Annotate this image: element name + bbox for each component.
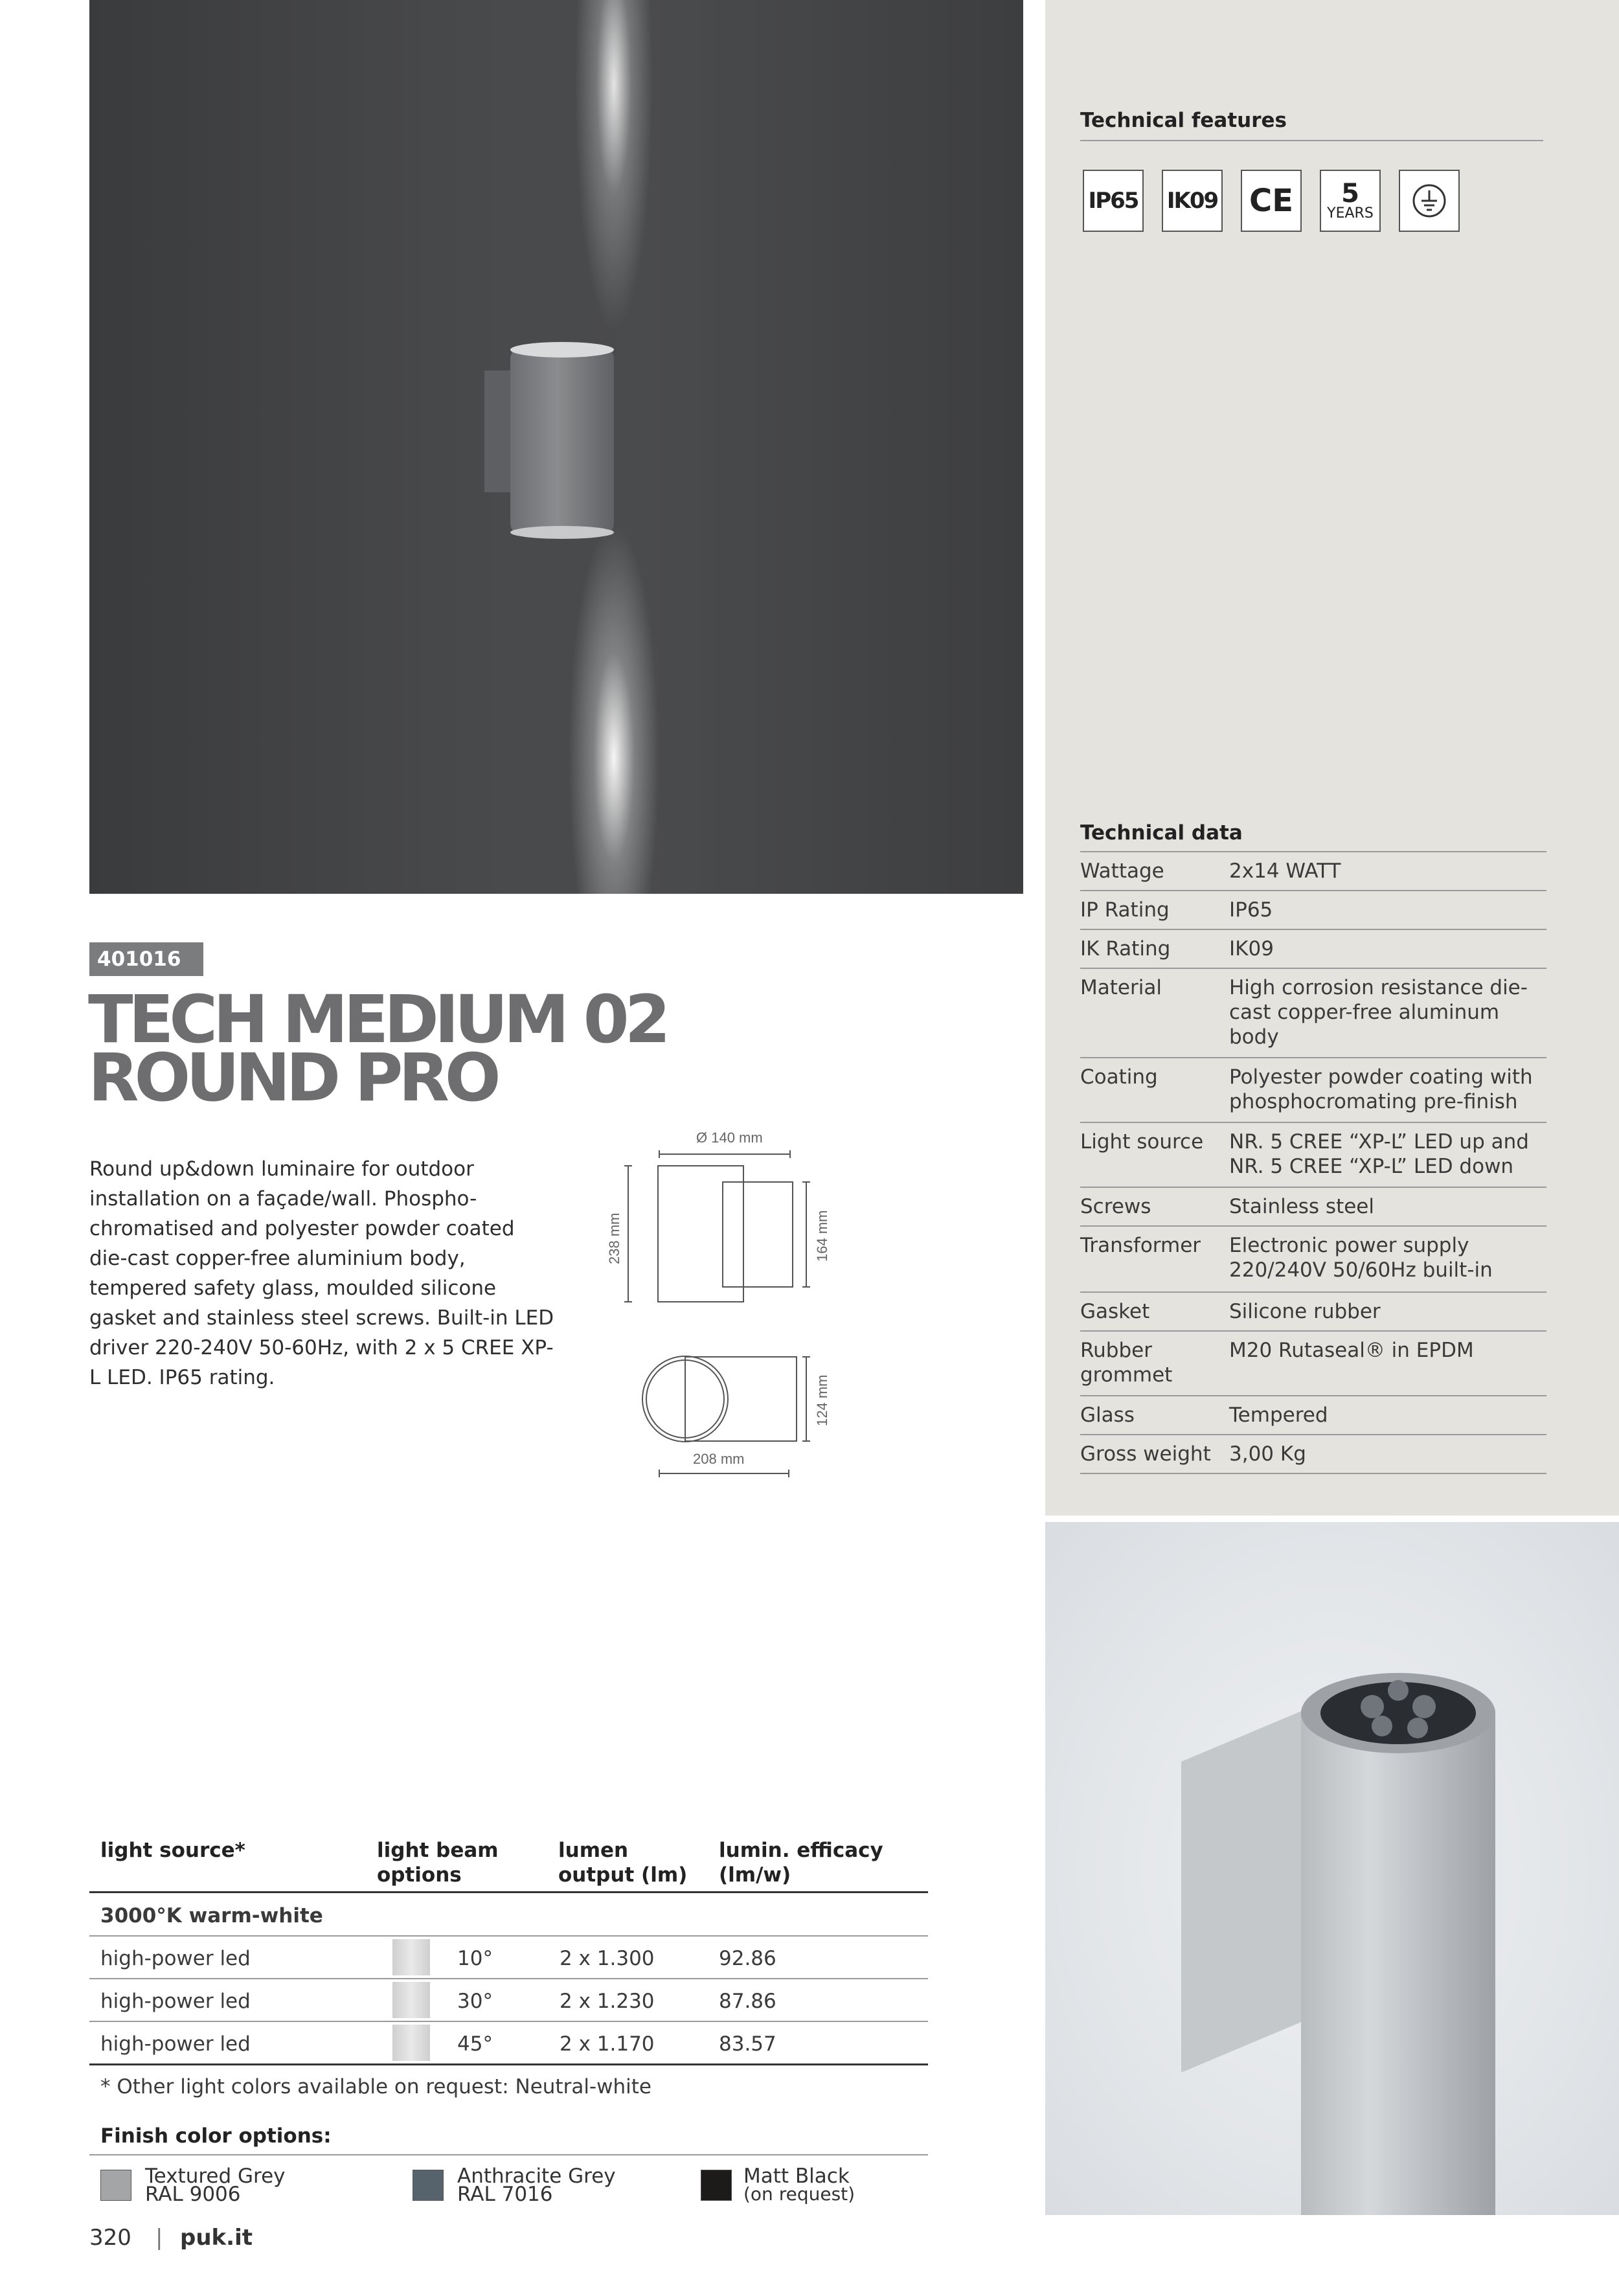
lt-group-row: 3000°K warm-white: [89, 1894, 928, 1937]
dim-depth: 208 mm: [693, 1451, 745, 1467]
td-row-coating: Coating Polyester powder coating with phosphocromating pre-finish: [1080, 1058, 1546, 1123]
features-rule: [1080, 140, 1543, 141]
luminaire-image: [89, 0, 1023, 894]
ik09-badge: IK09: [1162, 170, 1223, 232]
lt-note: * Other light colors available on request: Neutral-white: [100, 2075, 651, 2098]
swatch-anthracite-grey: [413, 2170, 444, 2201]
beam-30-icon: [392, 1982, 430, 2018]
td-row-ik-rating: IK Rating IK09: [1080, 930, 1546, 969]
warranty-badge: 5 YEARS: [1320, 170, 1381, 232]
product-description: Round up&down luminaire for outdoor installation on a façade/wall. Phospho-chromatised and polyester powder coated die-cast copper-free aluminium body, tempered safety glass, moulded silicone gasket and stainless steel screws. Built-in LED driver 220-240V 50-60Hz, with 2 x 5 CREE XP-L LED. IP65 rating.: [89, 1157, 554, 1389]
product-photo-studio: [1045, 1522, 1619, 2215]
ground-icon-badge: [1399, 170, 1460, 232]
dim-depth-width: 124 mm: [814, 1374, 830, 1426]
dim-diameter: Ø 140 mm: [696, 1130, 763, 1146]
beam-10-icon: [392, 1939, 430, 1975]
technical-data-title: Technical data: [1080, 821, 1243, 845]
lt-header-lumen: lumen output (lm): [558, 1839, 688, 1887]
td-row-wattage: Wattage 2x14 WATT: [1080, 852, 1546, 891]
finish-title: Finish color options:: [100, 2124, 332, 2148]
lt-header-efficacy: lumin. efficacy (lm/w): [719, 1839, 883, 1887]
luminaire-3d-image: [1045, 1522, 1619, 2215]
lt-header-rule: [89, 1891, 928, 1893]
swatch-textured-grey: [100, 2170, 131, 2201]
lt-header-source: light source*: [100, 1839, 245, 1862]
page-number: 320: [89, 2225, 131, 2251]
td-row-glass: Glass Tempered: [1080, 1396, 1546, 1435]
dim-height: 238 mm: [606, 1212, 622, 1264]
finish-rule: [89, 2154, 928, 2155]
lt-row-45: high-power led 45° 2 x 1.170 83.57: [89, 2022, 928, 2065]
product-photo-wall: [89, 0, 1023, 894]
td-row-rubber-grommet: Rubber grommet M20 Rutaseal® in EPDM: [1080, 1332, 1546, 1396]
lt-row-30: high-power led 30° 2 x 1.230 87.86: [89, 1979, 928, 2022]
dimension-drawing: [596, 1120, 855, 1496]
td-row-ip-rating: IP Rating IP65: [1080, 891, 1546, 930]
td-row-material: Material High corrosion resistance die-cast copper-free aluminum body: [1080, 969, 1546, 1058]
ce-mark-badge: CE: [1241, 170, 1302, 232]
td-row-transformer: Transformer Electronic power supply 220/240V 50/60Hz built-in: [1080, 1227, 1546, 1293]
finish-textured-grey: Textured Grey RAL 9006: [145, 2165, 286, 2206]
product-title-line1: TECH MEDIUM 02: [88, 981, 666, 1058]
lt-header-beam: light beam options: [377, 1839, 499, 1887]
td-row-gross-weight: Gross weight 3,00 Kg: [1080, 1435, 1546, 1474]
beam-45-icon: [392, 2025, 430, 2061]
product-title: [88, 981, 800, 1117]
footer-site-link[interactable]: puk.it: [180, 2225, 253, 2251]
ip65-badge: IP65: [1083, 170, 1144, 232]
finish-matt-black: Matt Black (on request): [743, 2165, 855, 2205]
product-code-tag: 401016: [89, 942, 203, 976]
td-row-light-source: Light source NR. 5 CREE “XP-L” LED up and NR. 5 CREE “XP-L” LED down: [1080, 1123, 1546, 1188]
finish-anthracite-grey: Anthracite Grey RAL 7016: [457, 2165, 616, 2206]
footer-separator: |: [155, 2225, 163, 2251]
td-row-screws: Screws Stainless steel: [1080, 1188, 1546, 1227]
earth-ground-icon: [1410, 181, 1449, 220]
lt-row-10: high-power led 10° 2 x 1.300 92.86: [89, 1937, 928, 1979]
product-title-line2: ROUND PRO: [88, 1040, 497, 1117]
td-row-gasket: Gasket Silicone rubber: [1080, 1293, 1546, 1332]
swatch-matt-black: [701, 2170, 732, 2201]
dim-body-height: 164 mm: [814, 1210, 830, 1262]
features-title: Technical features: [1080, 109, 1287, 132]
